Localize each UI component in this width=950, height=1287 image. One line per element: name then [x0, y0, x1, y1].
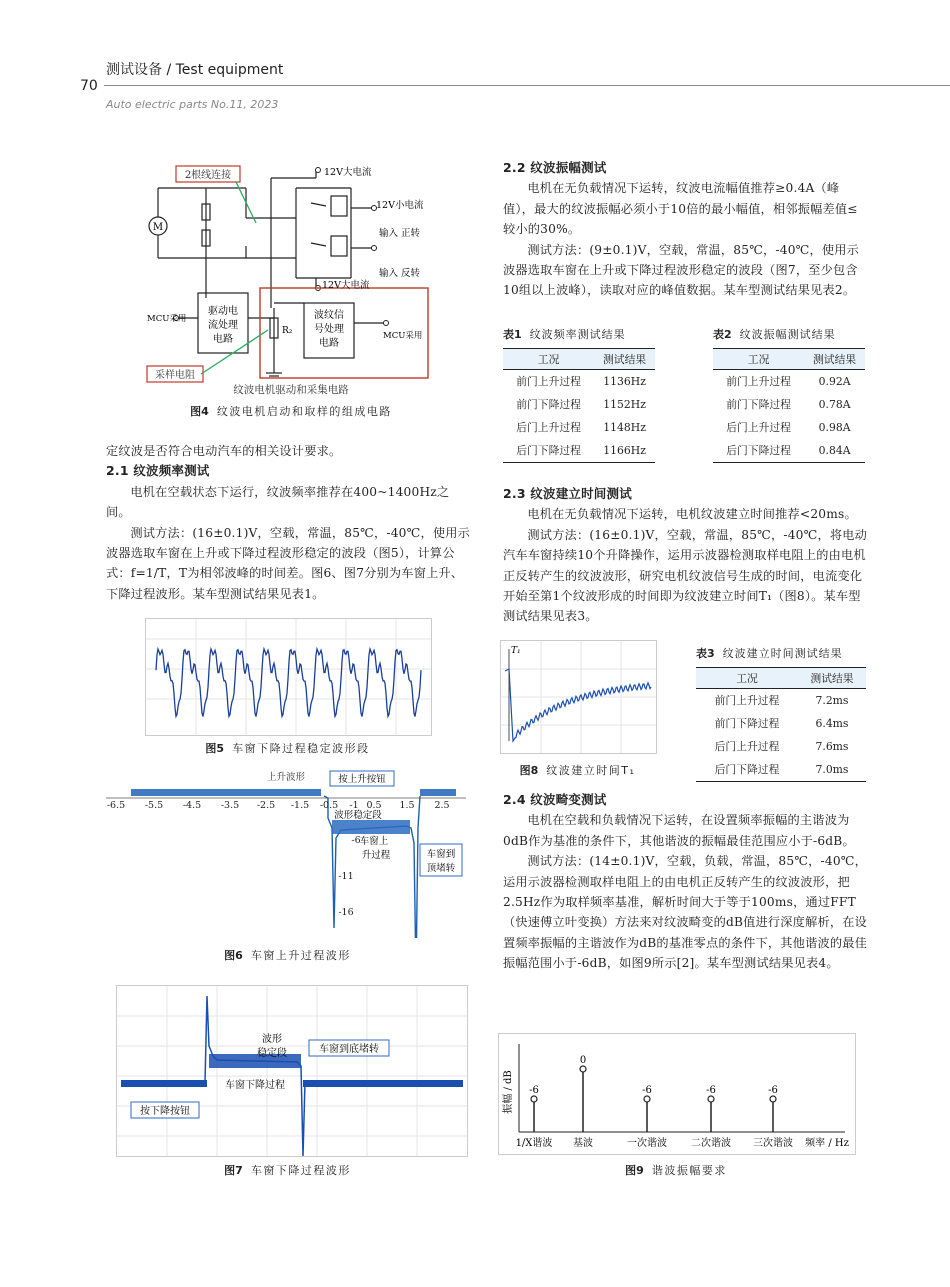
fig9-value-label: 0 — [579, 1055, 587, 1066]
fig9-value-label: -6 — [529, 1085, 539, 1096]
drive-box-line1: 驱动电 — [208, 306, 238, 317]
figure-8-waveform — [501, 641, 656, 753]
fig6-tick: -1 — [349, 800, 359, 811]
table-row: 后门上升过程 0.98A — [726, 421, 851, 434]
fig7-stable-1: 波形 — [262, 1034, 282, 1045]
table-2 — [713, 326, 865, 463]
fig9-stem-head — [708, 1096, 714, 1102]
header-rule — [104, 85, 950, 86]
fig6-rise-wave-label: 上升波形 — [266, 772, 306, 783]
fig6-tick: -5.5 — [144, 800, 164, 811]
fig6-press-up-label: 按上升按钮 — [338, 774, 386, 785]
table-3-caption — [696, 645, 866, 661]
fig9-category-label: 1/X谐波 — [515, 1138, 553, 1149]
section-2-2-title: 2.2 纹波振幅测试 — [503, 160, 607, 175]
section-2-4 — [503, 790, 867, 974]
table-1-caption — [503, 326, 655, 342]
figure-6-caption — [145, 947, 430, 963]
table-row: 后门上升过程 7.6ms — [714, 740, 849, 753]
motor-label: M — [152, 222, 164, 233]
figure-8-title: 纹波建立时间T₁ — [546, 764, 636, 777]
table-header: 测试结果 — [798, 668, 866, 689]
fig9-value-label: -6 — [706, 1085, 716, 1096]
figure-4 — [146, 158, 436, 398]
table-row: 后门下降过程 7.0ms — [696, 758, 866, 782]
table-row: 前门下降过程 1152Hz — [516, 398, 646, 411]
fig6-tick: 1.5 — [399, 800, 415, 811]
figure-5-number: 图5 — [205, 742, 225, 755]
figure-9-title: 谐波振幅要求 — [651, 1164, 727, 1177]
section-2-3-title: 2.3 纹波建立时间测试 — [503, 486, 632, 501]
figure-7-title: 车窗下降过程波形 — [250, 1164, 351, 1177]
fig9-xlabel: 频率 / Hz — [805, 1138, 849, 1149]
section-2-3-paragraph-1: 电机在无负载情况下运转，电机纹波建立时间推荐<20ms。 — [527, 507, 857, 522]
fig9-category-label: 基波 — [573, 1138, 593, 1149]
label-big-current-bottom: 12V大电流 — [322, 280, 370, 291]
fig9-category-label: 一次谐波 — [627, 1138, 667, 1149]
figure-8 — [500, 640, 657, 754]
section-2-4-paragraph-2: 测试方法：(14±0.1)V，空载，负载，常温，85℃，-40℃，运用示波器检测取样电阻上的由电机正反转产生的纹波波形，把2.5Hz作为取样频率基准，解析时间大于等于100ms，通过FFT（快速傅立叶变换）方法来对纹波畸变的dB值进行深度解析，在设置频率振幅的主谐波作为dB的基准零点的条件下，其他谐波的最佳振幅范围小于-6dB，如图9所示[2]。某车型测试结果见表4。 — [503, 854, 868, 971]
figure-5 — [145, 618, 432, 736]
fig6-top-stall-2: 顶堵转 — [426, 863, 456, 874]
fig6-tick: -0.5 — [319, 800, 339, 811]
section-2-2-paragraph-1: 电机在无负载情况下运转，纹波电流幅值推荐≥0.4A（峰值），最大的纹波振幅必须小于10倍的最小幅值，相邻振幅差值≤较小的30%。 — [503, 181, 858, 237]
label-sample-resistor: 采样电阻 — [155, 370, 195, 381]
fig7-stable-2: 稳定段 — [257, 1048, 287, 1059]
table-header: 测试结果 — [594, 349, 655, 370]
fig6-ytick: -11 — [338, 871, 354, 882]
section-2-3 — [503, 484, 867, 627]
figure-9-chart — [499, 1034, 855, 1154]
figure-4-number: 图4 — [190, 405, 209, 418]
label-mcu-right: MCU采用 — [383, 331, 423, 341]
fig9-category-label: 二次谐波 — [691, 1138, 731, 1149]
section-2-3-paragraph-2: 测试方法：(16±0.1)V，空载，常温，85℃，-40℃，将电动汽车车窗持续10个升降操作，运用示波器检测取样电阻上的由电机正反转产生的纹波波形，研究电机纹波信号生成的时间，电流变化开始至第1个纹波形成的时间即为纹波建立时间T₁（图8）。某车型测试结果见表3。 — [503, 527, 867, 624]
fig9-ylabel: 振幅 / dB — [503, 1070, 514, 1114]
figure-8-caption — [500, 762, 655, 778]
fig6-x-ticks — [107, 800, 450, 918]
table-2-number: 表2 — [713, 328, 732, 341]
table-row: 后门上升过程 1148Hz — [516, 421, 646, 434]
figure-6-number: 图6 — [224, 949, 243, 962]
fig7-bottom-stall-label: 车窗到底堵转 — [319, 1044, 379, 1055]
label-two-wire: 2根线连接 — [184, 170, 232, 181]
table-row: 后门下降过程 1166Hz — [503, 439, 655, 463]
label-big-current-top: 12V大电流 — [324, 167, 372, 178]
table-1-title: 纹波频率测试结果 — [529, 328, 626, 341]
drive-box-line3: 电路 — [213, 334, 233, 345]
fig6-tick: -1.5 — [290, 800, 310, 811]
fig8-t1-label: T₁ — [511, 646, 521, 656]
page-number: 70 — [80, 78, 98, 94]
table-header: 测试结果 — [804, 349, 865, 370]
ripple-box-line1: 波纹信 — [314, 310, 344, 321]
continuation-paragraph: 定纹波是否符合电动汽车的相关设计要求。 — [106, 444, 342, 458]
label-mcu-left: MCU采用 — [147, 314, 187, 324]
figure-4-title: 纹波电机启动和取样的组成电路 — [216, 405, 392, 418]
fig6-rise-process-1: 车窗上 — [359, 836, 389, 847]
figure-5-title: 车窗下降过程稳定波形段 — [232, 742, 370, 755]
figure-6-title: 车窗上升过程波形 — [250, 949, 351, 962]
figure-6 — [106, 768, 466, 938]
table-3-title: 纹波建立时间测试结果 — [722, 647, 843, 660]
table-row: 前门下降过程 6.4ms — [714, 717, 849, 730]
label-small-current: 12V小电流 — [376, 200, 424, 211]
table-2-caption — [713, 326, 865, 342]
table-1-grid — [503, 348, 655, 463]
table-1-number: 表1 — [503, 328, 522, 341]
fig6-ytick: -16 — [338, 907, 354, 918]
ripple-box-line2: 号处理 — [314, 324, 344, 335]
section-2-1-paragraph-1: 电机在空载状态下运行，纹波频率推荐在400~1400Hz之间。 — [106, 484, 450, 520]
figure-7 — [116, 985, 468, 1157]
fig6-tick: -6.5 — [106, 800, 126, 811]
label-input-forward: 输入 正转 — [379, 228, 421, 239]
fig9-stem-head — [644, 1096, 650, 1102]
figure-5-caption — [145, 740, 430, 756]
section-2-1-title: 2.1 纹波频率测试 — [106, 463, 210, 479]
figure-7-number: 图7 — [224, 1164, 243, 1177]
drive-box-line2: 流处理 — [208, 320, 238, 331]
section-2-2 — [503, 158, 867, 301]
fig9-category-label: 三次谐波 — [753, 1138, 793, 1149]
table-row: 前门上升过程 1136Hz — [516, 375, 646, 388]
circuit-inner-caption: 纹波电机驱动和采集电路 — [233, 384, 349, 396]
figure-7-caption — [145, 1162, 430, 1178]
section-2-4-paragraph-1: 电机在空载和负载情况下运转，在设置频率振幅的主谐波为0dB作为基准的条件下，其他谐波的振幅最佳范围应小于-6dB。 — [503, 813, 855, 848]
fig6-tick: 2.5 — [434, 800, 450, 811]
table-1 — [503, 326, 655, 463]
fig9-stem-head — [770, 1096, 776, 1102]
table-header: 工况 — [696, 668, 798, 689]
fig6-stable-label: 波形稳定段 — [334, 810, 382, 821]
fig7-fall-process-label: 车窗下降过程 — [225, 1080, 285, 1091]
fig6-ytick: -6 — [351, 835, 361, 846]
fig6-rise-process-2: 升过程 — [361, 850, 391, 861]
figure-6-waveform — [106, 768, 466, 938]
label-input-reverse: 输入 反转 — [379, 268, 421, 279]
circuit-diagram — [146, 158, 436, 398]
ripple-box-line3: 电路 — [319, 338, 339, 349]
figure-9 — [498, 1033, 856, 1155]
table-row: 后门下降过程 0.84A — [713, 439, 865, 463]
table-3 — [696, 645, 866, 782]
figure-9-caption — [498, 1162, 854, 1178]
table-row: 前门下降过程 0.78A — [726, 398, 851, 411]
figure-4-caption — [146, 403, 436, 419]
table-3-number: 表3 — [696, 647, 715, 660]
section-title: 测试设备 / Test equipment — [106, 62, 284, 78]
fig6-tick: 0.5 — [366, 800, 382, 811]
fig7-press-down-label: 按下降按钮 — [140, 1106, 190, 1117]
figure-8-number: 图8 — [519, 764, 539, 777]
table-header: 工况 — [503, 349, 594, 370]
figure-7-waveform — [117, 986, 467, 1156]
journal-info: Auto electric parts No.11, 2023 — [106, 98, 279, 111]
table-2-grid — [713, 348, 865, 463]
fig6-tick: -4.5 — [182, 800, 202, 811]
fig6-tick: -2.5 — [256, 800, 276, 811]
section-2-2-paragraph-2: 测试方法：(9±0.1)V，空载，常温，85℃，-40℃，使用示波器选取车窗在上升或下降过程波形稳定的波段（图7，至少包含10组以上波峰），读取对应的峰值数据。某车型测试结果见表2。 — [503, 242, 860, 298]
left-text-block — [106, 441, 470, 604]
fig9-stem-head — [531, 1096, 537, 1102]
section-2-1-paragraph-2: 测试方法：(16±0.1)V，空载，常温，85℃，-40℃，使用示波器选取车窗在上升或下降过程波形稳定的波段（图5），计算公式：f=1/T，T为相邻波峰的时间差。图6、图7分别为车窗上升、下降过程波形。某车型测试结果见表1。 — [106, 525, 470, 601]
table-3-grid — [696, 667, 866, 782]
fig9-value-label: -6 — [642, 1085, 652, 1096]
table-2-title: 纹波振幅测试结果 — [739, 328, 836, 341]
label-r2: R₂ — [282, 326, 293, 336]
table-row: 前门上升过程 0.92A — [726, 375, 851, 388]
figure-5-waveform — [146, 619, 431, 735]
fig6-top-stall-1: 车窗到 — [426, 849, 456, 860]
table-row: 前门上升过程 7.2ms — [714, 694, 849, 707]
fig6-tick: -3.5 — [220, 800, 240, 811]
figure-9-number: 图9 — [625, 1164, 644, 1177]
fig9-value-label: -6 — [768, 1085, 778, 1096]
fig9-stem-head — [580, 1066, 586, 1072]
table-header: 工况 — [713, 349, 804, 370]
section-2-4-title: 2.4 纹波畸变测试 — [503, 792, 607, 807]
